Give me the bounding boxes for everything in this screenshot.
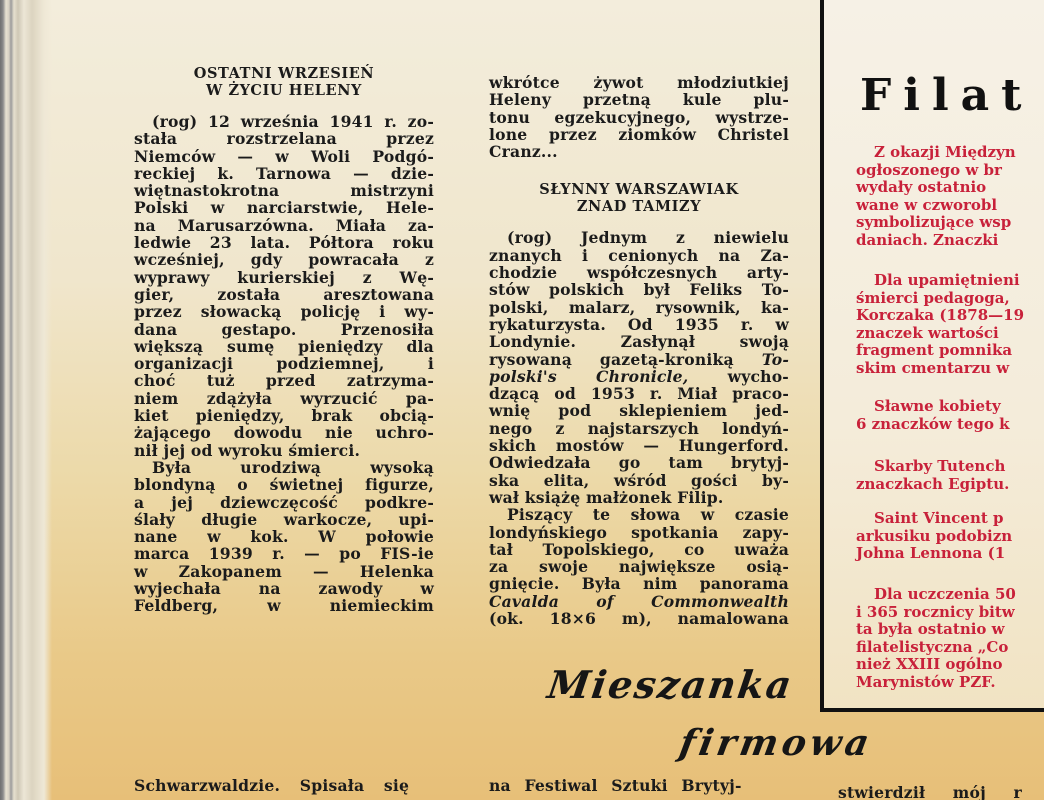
filatelistyka-line: fragment pomnika <box>856 341 1013 359</box>
text-line: marca 1939 r. — po FIS-ie <box>134 544 434 564</box>
text-line: choć tuż przed zatrzyma- <box>134 371 434 391</box>
text-line: dana gestapo. Przenosiła <box>134 319 434 339</box>
section-title-line2: firmowa <box>676 722 877 764</box>
filatelistyka-line: Korczaka (1878—19 <box>856 306 1025 324</box>
text-line: Heleny przetną kule plu- <box>489 90 789 110</box>
text-line: niem zdążyła wyrzucić pa- <box>134 388 434 408</box>
filatelistyka-line: znaczkach Egiptu. <box>856 474 1010 493</box>
filatelistyka-line: Z okazji Międzyn <box>874 143 1016 161</box>
text-line: tał Topolskiego, co uważa <box>489 539 789 559</box>
text-line: blondyną o świetnej figurze, <box>134 475 434 495</box>
filatelistyka-line: Dla uczczenia 50 <box>874 585 1016 603</box>
text-line: reckiej k. Tarnowa — dzie- <box>134 163 434 183</box>
filatelistyka-line: symbolizujące wsp <box>856 213 1012 231</box>
filatelistyka-box <box>820 0 1044 712</box>
filatelistyka-line: wydały ostatnio <box>856 178 987 196</box>
article-topolski-body <box>489 229 789 627</box>
text-line: organizacji podziemnej, i <box>134 354 434 374</box>
text-line: Feldberg, w niemieckim <box>134 596 434 616</box>
text-line: w Zakopanem — Helenka <box>134 561 434 581</box>
text-line: stała rozstrzelana przez <box>134 129 434 149</box>
text-line: Londynie. Zasłynął swoją <box>489 332 789 352</box>
text-line: Piszący te słowa w czasie <box>507 505 789 525</box>
filatelistyka-line: Dla upamiętnieni <box>874 271 1020 289</box>
text-line: gier, została aresztowana <box>134 284 434 304</box>
text-line: tonu egzekucyjnego, wystrze- <box>489 107 789 127</box>
filatelistyka-line: Sławne kobiety <box>874 397 1001 415</box>
filatelistyka-line: śmierci pedagoga, <box>856 288 1010 307</box>
text-line: przez słowacką policję i wy- <box>134 302 434 322</box>
text-line: polski's Chronicle, wycho- <box>489 366 789 386</box>
section-title-line1: Mieszanka <box>544 662 797 707</box>
text-line: żającego dowodu nie uchro- <box>134 423 434 443</box>
text-line: znanych i cenionych na Za- <box>489 245 789 265</box>
text-line: wcześniej, gdy powracała z <box>134 250 434 270</box>
text-line: (ok. 18×6 m), namalowana <box>489 609 789 629</box>
text-line: (rog) Jednym z niewielu <box>507 228 789 248</box>
article-helena-ending <box>489 74 789 160</box>
article-helena <box>134 66 434 615</box>
text-line: rysowaną gazetą-kroniką To- <box>489 349 789 369</box>
filatelistyka-line: daniach. Znaczki <box>856 230 999 249</box>
filatelistyka-paragraph <box>856 398 1044 433</box>
page-binding-edge <box>0 0 52 800</box>
text-line: wkrótce żywot młodziutkiej <box>489 73 789 92</box>
text-line: wał książę małżonek Filip. <box>489 487 724 507</box>
article-helena-body <box>134 113 434 615</box>
headline-helena: OSTATNI WRZESIEŃ W ŻYCIU HELENY <box>193 65 375 99</box>
article-column-2 <box>489 74 789 627</box>
filatelistyka-line: ogłoszonego w br <box>856 160 1002 179</box>
text-line: skich mostów — Hungerford. <box>489 436 789 456</box>
filatelistyka-paragraph <box>856 272 1044 377</box>
text-line: Cranz... <box>489 142 558 162</box>
text-line: Polski w narciarstwie, Hele- <box>134 198 434 218</box>
text-line: londyńskiego spotkania zapy- <box>489 522 789 542</box>
filatelistyka-paragraph <box>856 510 1044 563</box>
filatelistyka-title: Filat <box>860 70 1034 121</box>
filatelistyka-line: filatelistyczna „Co <box>856 637 1009 656</box>
text-line: wnię pod sklepieniem jed- <box>489 401 789 421</box>
filatelistyka-line: Marynistów PZF. <box>856 672 996 691</box>
filatelistyka-paragraph <box>856 144 1044 249</box>
filatelistyka-line: arkusiku podobizn <box>856 526 1013 545</box>
text-line: lone przez ziomków Christel <box>489 124 789 144</box>
headline-topolski: SŁYNNY WARSZAWIAK ZNAD TAMIZY <box>539 181 739 215</box>
filatelistyka-line: nież XXIII ogólno <box>856 655 1003 673</box>
text-line: chodzie współczesnych arty- <box>489 263 789 283</box>
filatelistyka-line: i 365 rocznicy bitw <box>856 602 1015 621</box>
text-line: Była urodziwą wysoką <box>152 457 434 477</box>
filatelistyka-line: Skarby Tutench <box>874 457 1006 475</box>
text-line: a jej dziewczęcość podkre- <box>134 492 434 512</box>
text-line: większą sumę pieniędzy dla <box>134 336 434 356</box>
text-line: kiet pieniędzy, brak obcią- <box>134 406 434 426</box>
text-line: ledwie 23 lata. Półtora roku <box>134 233 434 253</box>
filatelistyka-line: ta była ostatnio w <box>856 620 1005 638</box>
text-line: stów polskich był Feliks To- <box>489 280 789 300</box>
filatelistyka-line: skim cmentarzu w <box>856 358 1010 377</box>
text-line: za swoje największe osią- <box>489 557 789 577</box>
text-line: Cavalda of Commonwealth <box>489 591 789 611</box>
text-line: ślały długie warkocze, upi- <box>134 509 434 529</box>
text-line: nił jej od wyroku śmierci. <box>134 440 361 460</box>
filatelistyka-line: 6 znaczków tego k <box>856 414 1010 433</box>
filatelistyka-line: wane w czworobl <box>856 195 998 214</box>
text-line: Odwiedzała go tam brytyj- <box>489 453 789 473</box>
text-line: więtnastokrotna mistrzyni <box>134 181 434 201</box>
article-helena-continuation: Schwarzwaldzie. Spisała się <box>134 776 410 795</box>
filatelistyka-line: Saint Vincent p <box>874 509 1004 527</box>
text-line: na Marusarzówna. Miała za- <box>134 215 434 235</box>
text-line: polski, malarz, rysownik, ka- <box>489 297 789 317</box>
filatelistyka-paragraph <box>856 458 1044 493</box>
text-line: Niemców — w Woli Podgó- <box>134 146 434 166</box>
text-line: wyprawy kurierskiej z Wę- <box>134 267 434 287</box>
filatelistyka-paragraph <box>856 586 1044 691</box>
text-line: nego z najstarszych londyń- <box>489 418 789 438</box>
text-line: ska elita, wśród gości by- <box>489 470 789 490</box>
text-line: wyjechała na zawody w <box>134 579 434 599</box>
filatelistyka-line: Johna Lennona (1 <box>856 544 1006 562</box>
text-line: dzącą od 1953 r. Miał praco- <box>489 384 789 404</box>
text-line: gnięcie. Była nim panorama <box>489 574 789 594</box>
text-line: nane w kok. W połowie <box>134 527 434 547</box>
text-line: rykaturzysta. Od 1935 r. w <box>489 314 789 334</box>
filatelistyka-continuation: stwierdził mój r <box>838 783 1022 800</box>
article-topolski-continuation: na Festiwal Sztuki Brytyj- <box>489 776 742 795</box>
filatelistyka-line: znaczek wartości <box>856 323 999 342</box>
text-line: (rog) 12 września 1941 r. zo- <box>152 112 434 131</box>
